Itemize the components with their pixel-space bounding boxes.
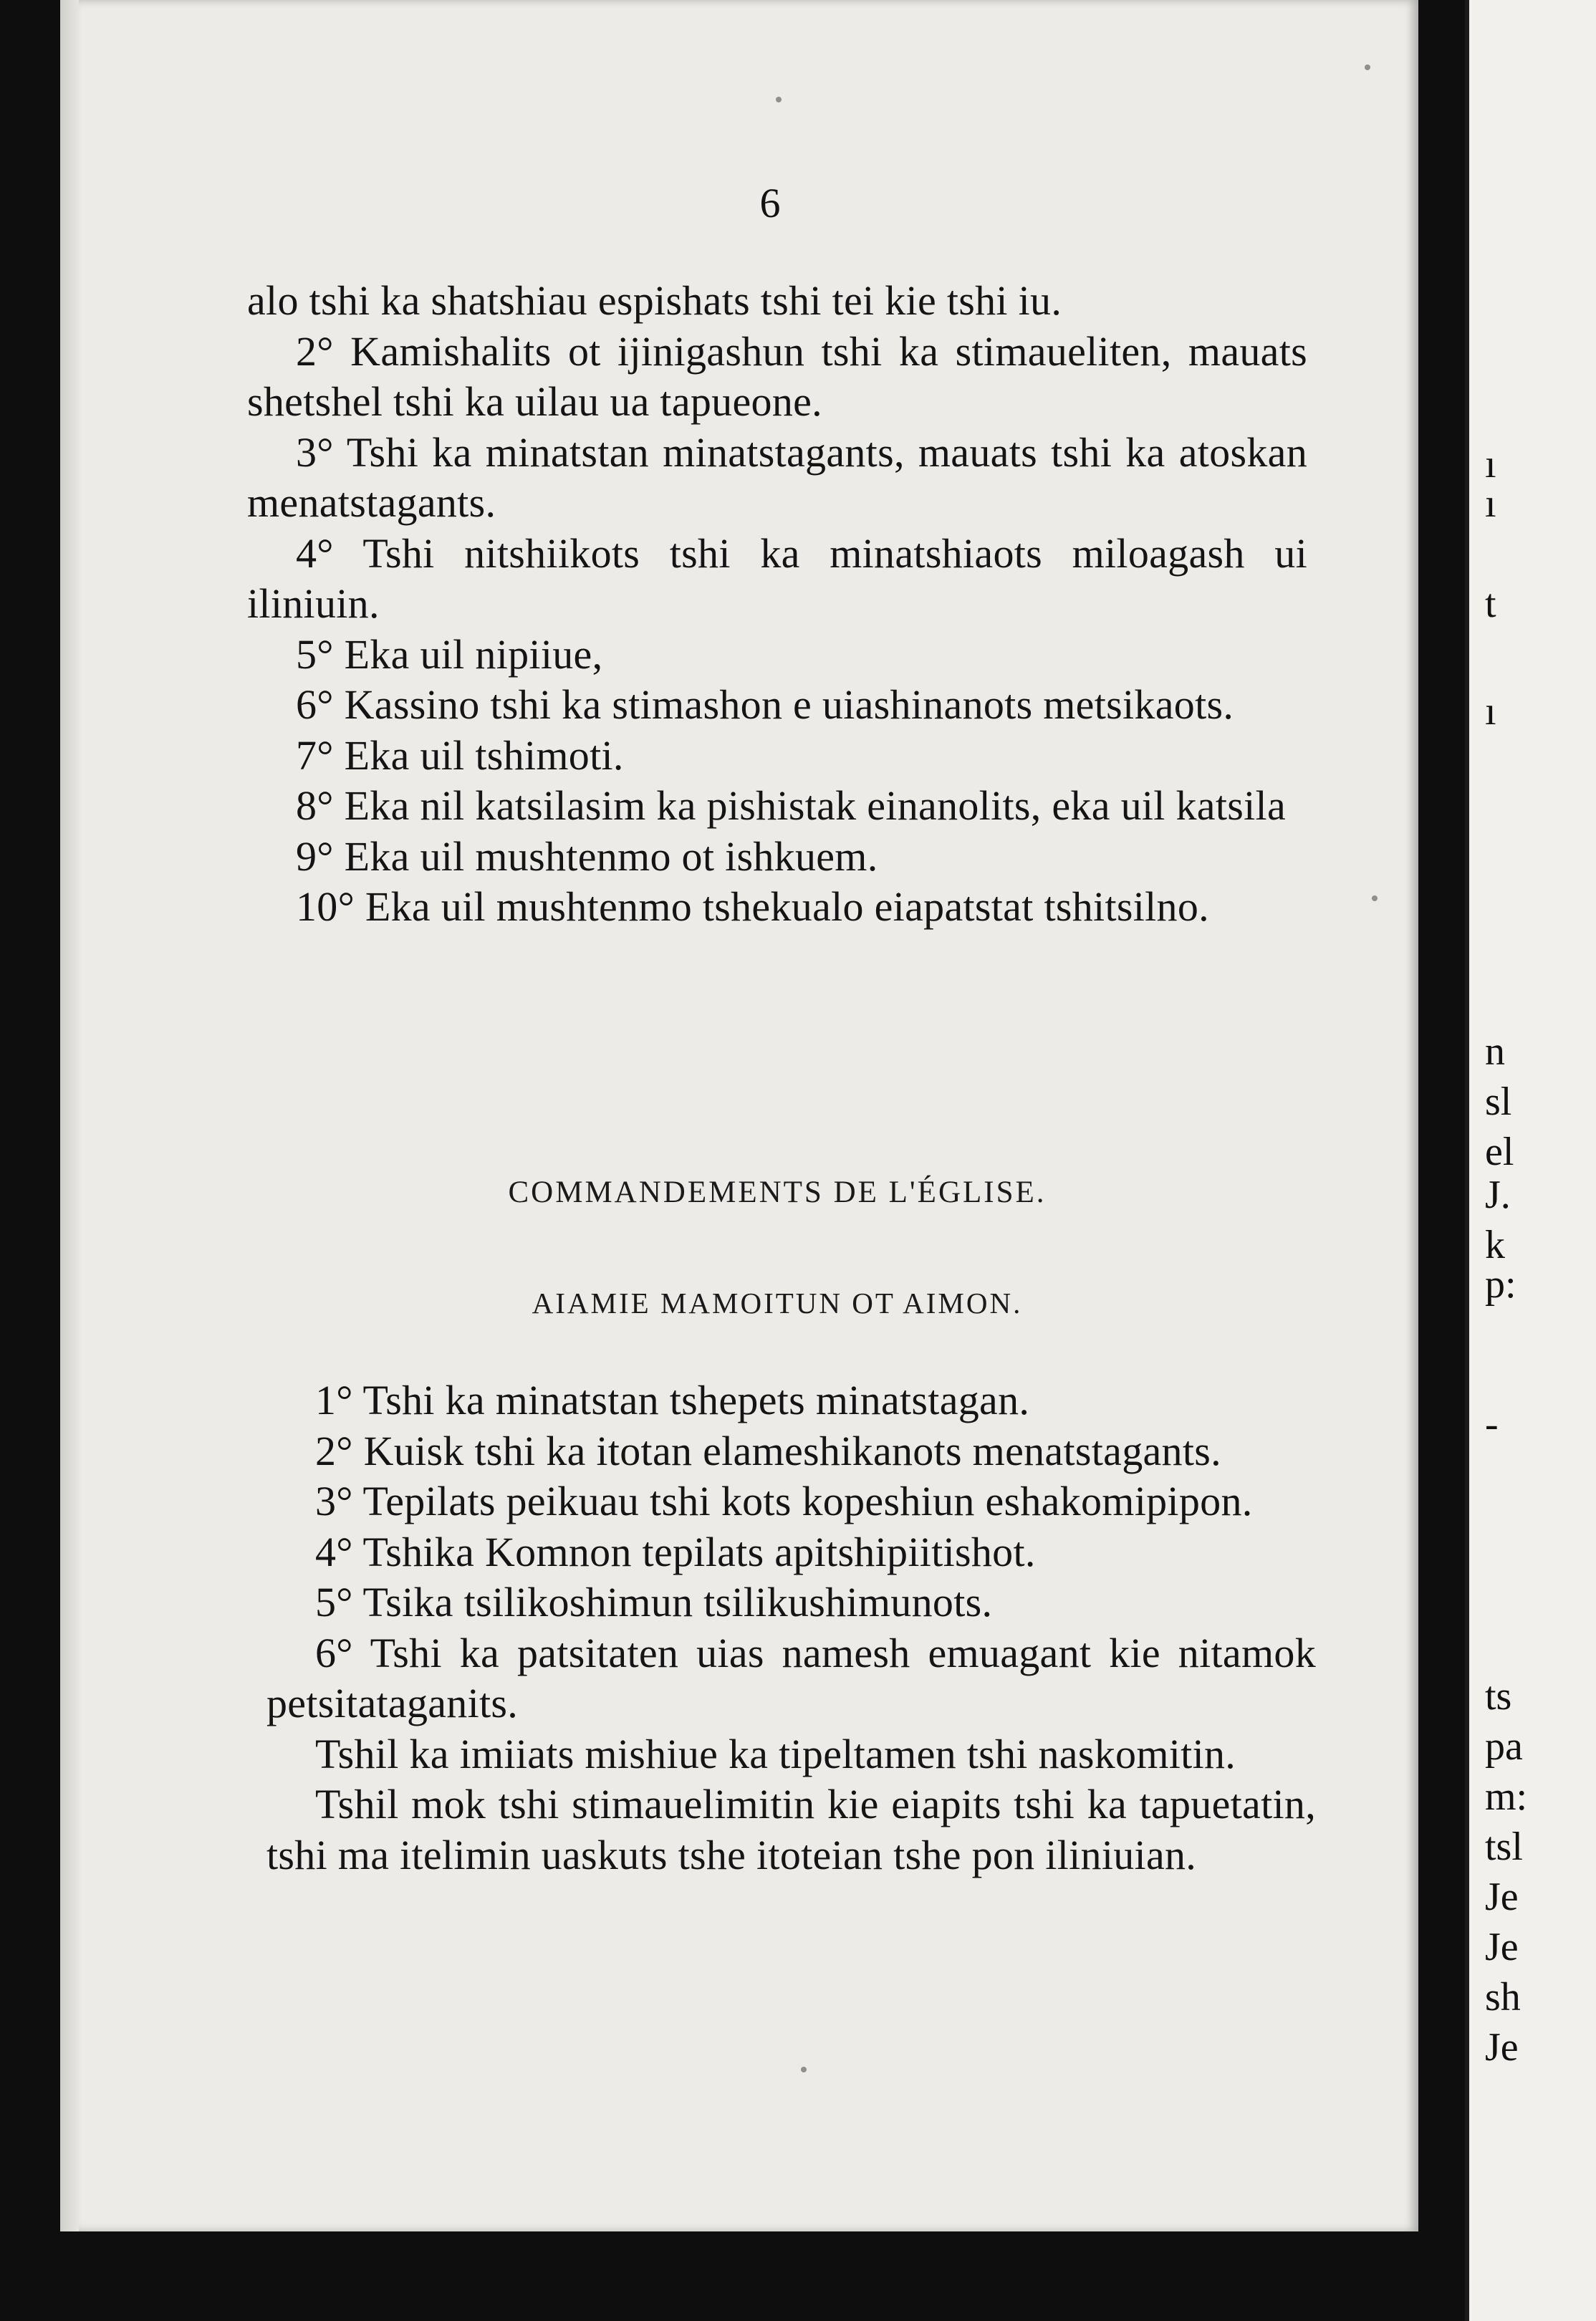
church-commandment-paragraph: 5° Tsika tsilikoshimun tsilikushimunots. — [315, 1579, 993, 1625]
commandment-paragraph: 7° Eka uil tshimoti. — [296, 731, 624, 779]
commandment-paragraph: 2° Kamishalits ot ijinigashun tshi ka stimaueliten, mauats shetshel tshi ka uilau ua tapueone. — [247, 327, 1307, 425]
commandment-paragraph: 5° Eka uil nipiiue, — [296, 630, 603, 678]
adjacent-page-fragment: p: — [1485, 1262, 1516, 1307]
church-commandment-paragraph: 2° Kuisk tshi ka itotan elameshikanots menatstagants. — [315, 1427, 1221, 1474]
adjacent-page-fragment: sh — [1485, 1975, 1521, 2019]
commandment-paragraph: 9° Eka uil mushtenmo ot ishkuem. — [296, 832, 878, 880]
adjacent-page-fragment: ts — [1485, 1674, 1512, 1719]
adjacent-page-fragment: tsl — [1485, 1825, 1523, 1869]
adjacent-page-fragment: n — [1485, 1029, 1505, 1074]
adjacent-page — [1465, 0, 1596, 2321]
adjacent-page-fragment: ı — [1485, 442, 1496, 486]
adjacent-page-fragment: pa — [1485, 1724, 1523, 1769]
commandment-paragraph: 3° Tshi ka minatstan minatstagants, mauats tshi ka atoskan menatstagants. — [247, 428, 1307, 526]
church-commandment-paragraph: Tshil mok tshi stimauelimitin kie eiapits tshi ka tapuetatin, tshi ma itelimin uaskuts tshe itoteian tshe pon iliniuian. — [266, 1781, 1316, 1878]
church-commandment-paragraph: 1° Tshi ka minatstan tshepets minatstagan. — [315, 1377, 1030, 1423]
adjacent-page-fragment: Je — [1485, 2025, 1519, 2070]
commandments-list — [247, 276, 1307, 933]
adjacent-page-fragment: m: — [1485, 1774, 1528, 1819]
adjacent-page-fragment: ı — [1485, 481, 1496, 526]
adjacent-page-fragment: k — [1485, 1223, 1505, 1267]
commandment-paragraph: 10° Eka uil mushtenmo tshekualo eiapatstat tshitsilno. — [296, 883, 1209, 930]
section-heading-local: AIAMIE MAMOITUN OT AIMON. — [532, 1287, 1023, 1320]
church-commandment-paragraph: 4° Tshika Komnon tepilats apitshipiitishot. — [315, 1528, 1036, 1575]
section-heading-french: COMMANDEMENTS DE L'ÉGLISE. — [508, 1176, 1047, 1209]
commandment-paragraph: alo tshi ka shatshiau espishats tshi tei kie tshi iu. — [247, 277, 1062, 324]
church-commandment-paragraph: 6° Tshi ka patsitaten uias namesh emuagant kie nitamok petsitataganits. — [266, 1629, 1316, 1726]
commandment-paragraph: 4° Tshi nitshiikots tshi ka minatshiaots miloagash ui iliniuin. — [247, 529, 1307, 627]
adjacent-page-fragment: el — [1485, 1130, 1514, 1174]
adjacent-page-fragment: Je — [1485, 1925, 1519, 1969]
commandment-paragraph: 8° Eka nil katsilasim ka pishistak einanolits, eka uil katsila — [296, 782, 1286, 829]
adjacent-page-fragment: ı — [1485, 689, 1496, 734]
adjacent-page-fragment: sl — [1485, 1080, 1512, 1124]
church-commandment-paragraph: Tshil ka imiiats mishiue ka tipeltamen tshi naskomitin. — [315, 1730, 1236, 1777]
church-commandments-list — [266, 1375, 1316, 1880]
page-number: 6 — [759, 180, 781, 226]
church-commandment-paragraph: 3° Tepilats peikuau tshi kots kopeshiun eshakomipipon. — [315, 1478, 1253, 1524]
adjacent-page-fragment: Je — [1485, 1875, 1519, 1919]
adjacent-page-fragment: J. — [1485, 1173, 1511, 1217]
page-stack-edge — [60, 0, 79, 2231]
commandment-paragraph: 6° Kassino tshi ka stimashon e uiashinanots metsikaots. — [296, 681, 1234, 728]
adjacent-page-fragment: t — [1485, 582, 1496, 626]
adjacent-page-fragment: - — [1485, 1402, 1499, 1446]
